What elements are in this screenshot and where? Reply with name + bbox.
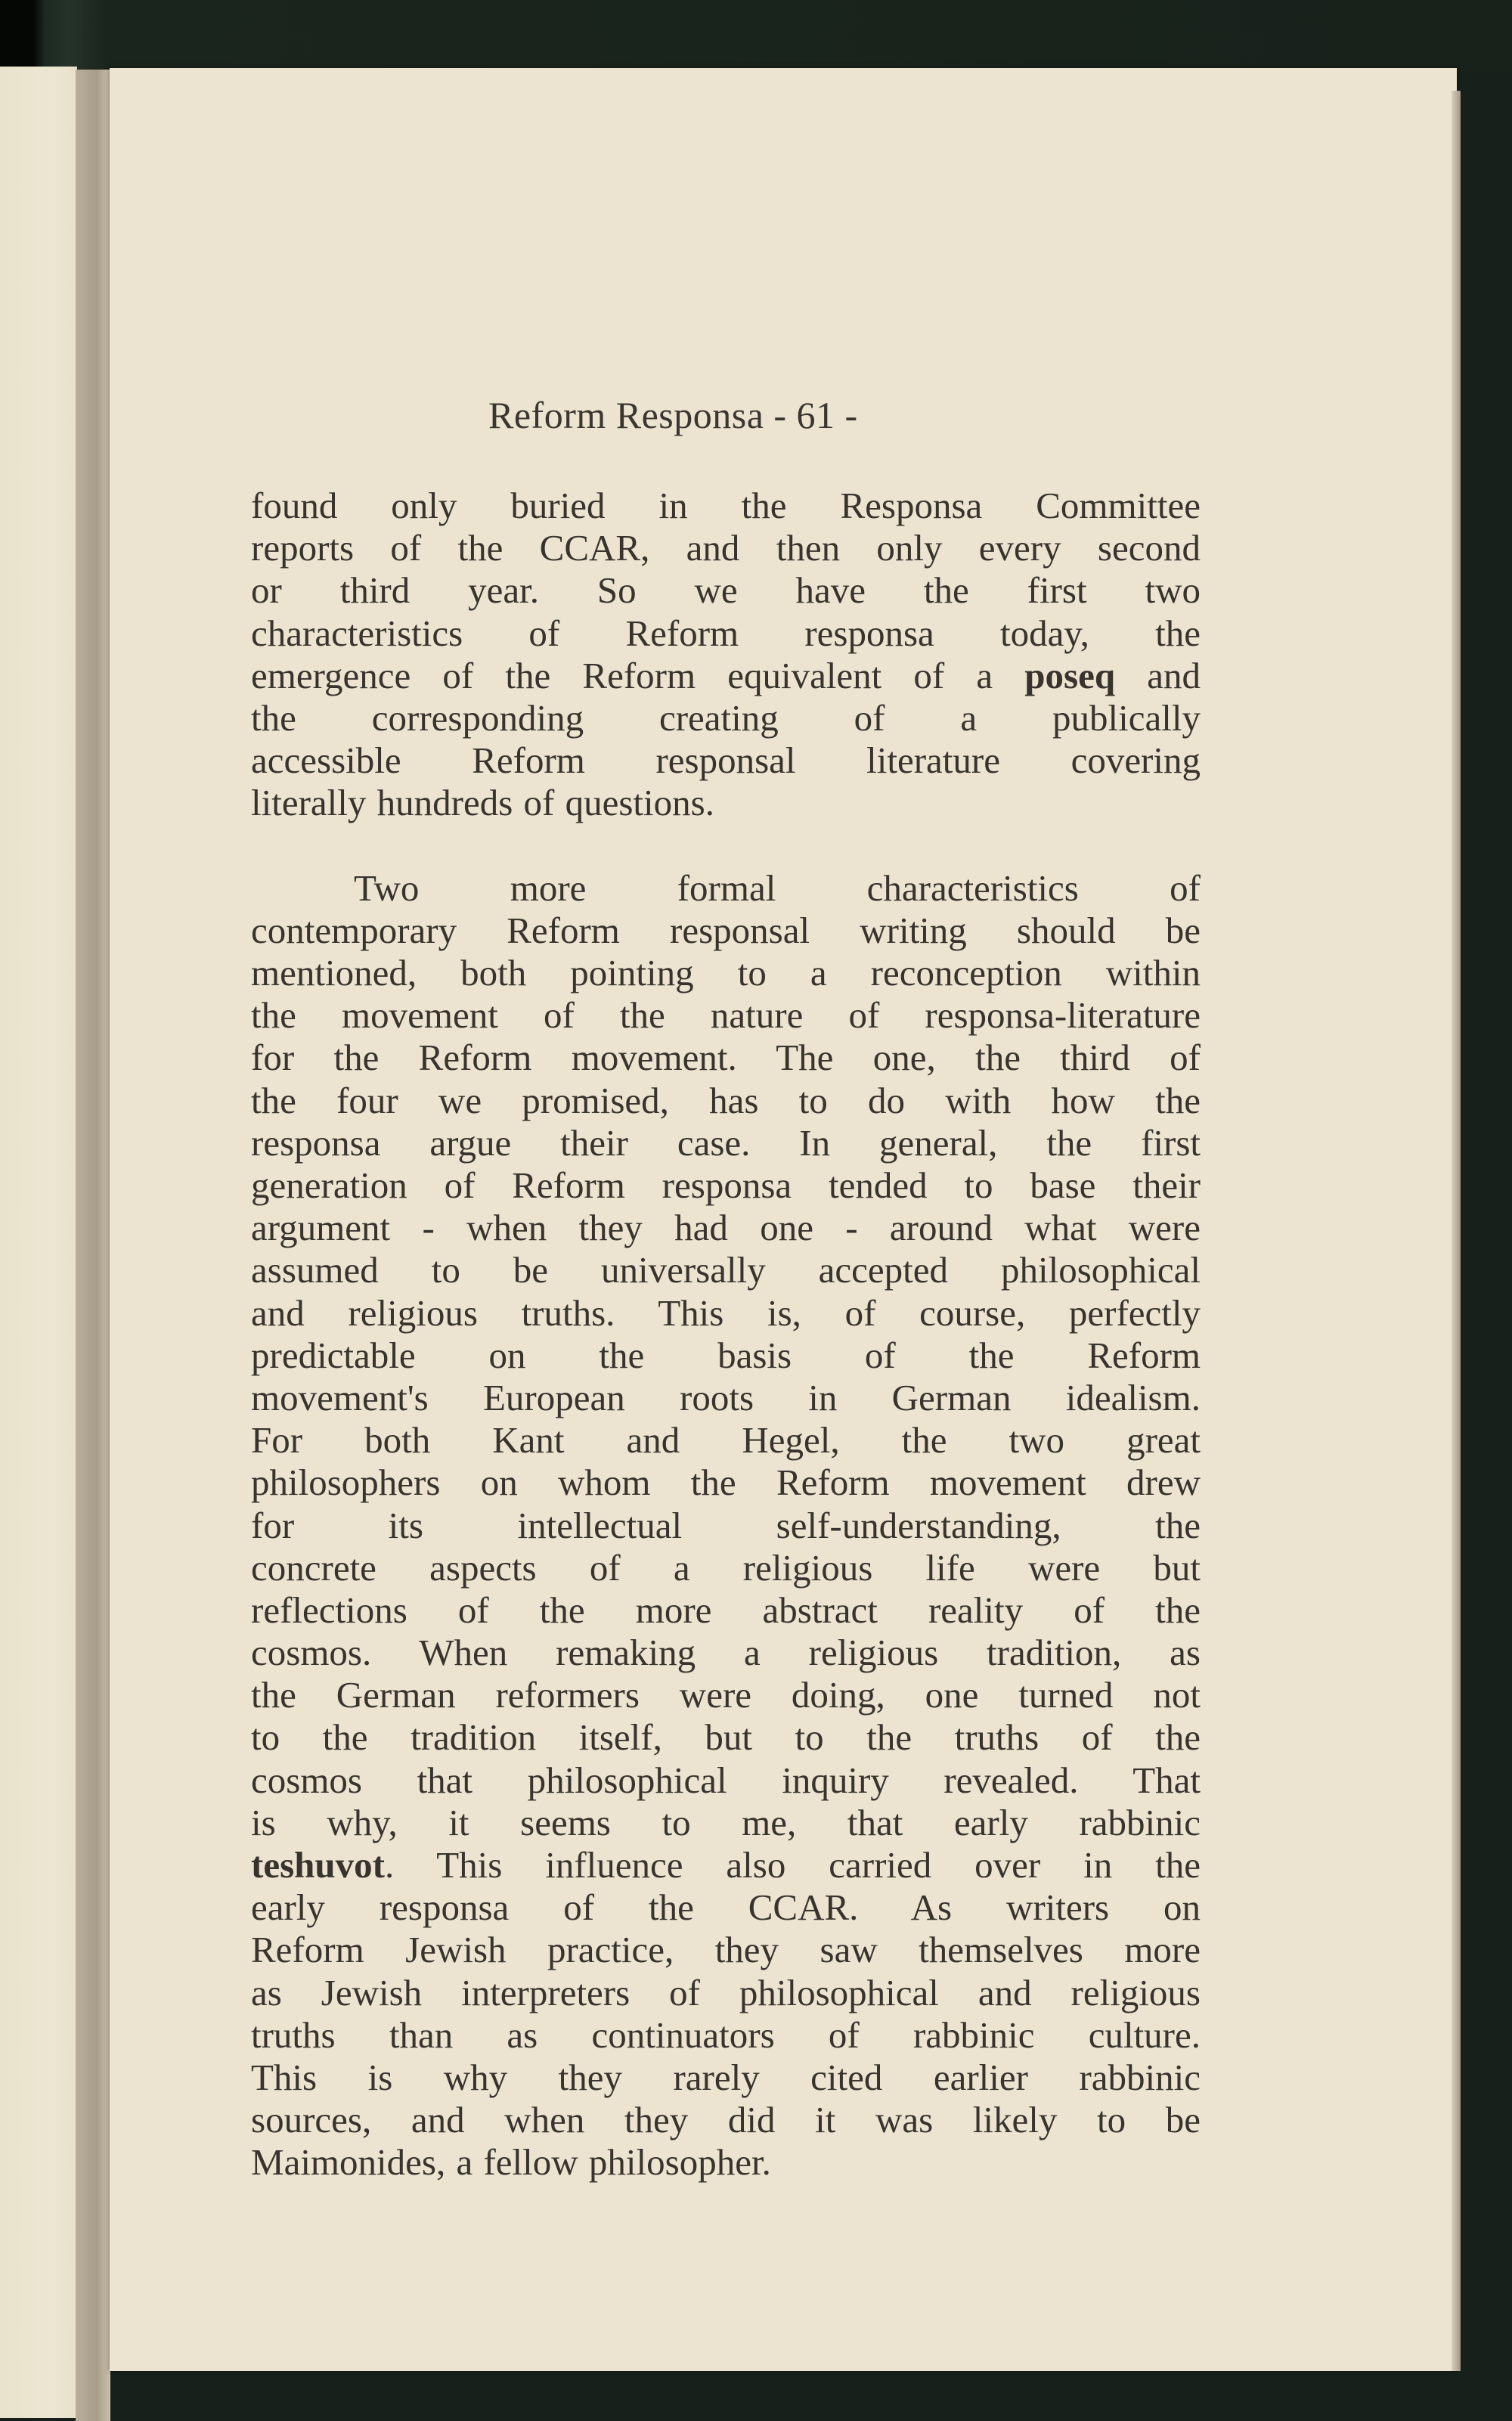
text-line: found only buried in the Responsa Committee <box>251 485 1201 526</box>
text-line: Reform Jewish practice, they saw themselves more <box>251 1929 1201 1971</box>
text-line: accessible Reform responsal literature covering <box>251 739 1201 782</box>
text-line: mentioned, both pointing to a reconception within <box>251 952 1201 994</box>
text-line: to the tradition itself, but to the truths of the <box>251 1716 1201 1759</box>
text-line: for the Reform movement. The one, the third of <box>251 1037 1201 1079</box>
text-line: Maimonides, a fellow philosopher. <box>251 2141 771 2184</box>
text-line: generation of Reform responsa tended to base their <box>251 1164 1201 1206</box>
text-line: as Jewish interpreters of philosophical and religious <box>251 1971 1201 2013</box>
previous-page-edge <box>0 67 77 2418</box>
text-line: concrete aspects of a religious life were but <box>251 1546 1201 1589</box>
text-line: early responsa of the CCAR. As writers on <box>251 1886 1201 1929</box>
text-line: argument - when they had one - around what were <box>251 1207 1201 1249</box>
text-line: For both Kant and Hegel, the two great <box>251 1419 1201 1462</box>
text-line: This is why they rarely cited earlier rabbinic <box>251 2056 1201 2098</box>
page-stack-edge <box>1452 91 1461 2371</box>
text-line: the four we promised, has to do with how the <box>251 1079 1201 1121</box>
text-line: is why, it seems to me, that early rabbinic <box>251 1801 1201 1843</box>
book-cover-background <box>0 0 1512 72</box>
text-line: movement's European roots in German idealism. <box>251 1376 1201 1418</box>
text-line: philosophers on whom the Reform movement drew <box>251 1462 1201 1504</box>
text-line: and religious truths. This is, of course, perfectly <box>251 1291 1201 1334</box>
body-text <box>251 485 1201 2184</box>
text-line: or third year. So we have the first two <box>251 569 1201 612</box>
text-line: contemporary Reform responsal writing should be <box>251 909 1201 951</box>
text-line: reports of the CCAR, and then only every second <box>251 527 1201 569</box>
text-line: teshuvot. This influence also carried over in the <box>251 1844 1201 1886</box>
paragraph <box>251 867 1201 2184</box>
text-line: emergence of the Reform equivalent of a poseq and <box>251 654 1201 696</box>
running-header: Reform Responsa - 61 - <box>488 394 858 436</box>
text-line: characteristics of Reform responsa today, the <box>251 612 1201 654</box>
book-gutter-shadow <box>76 70 110 2421</box>
text-line: for its intellectual self-understanding, the <box>251 1504 1201 1546</box>
text-line: cosmos that philosophical inquiry revealed. That <box>251 1759 1201 1801</box>
emphasized-term: teshuvot <box>251 1844 385 1886</box>
text-line: reflections of the more abstract reality of the <box>251 1589 1201 1631</box>
text-line: the corresponding creating of a publically <box>251 696 1201 739</box>
paragraph <box>251 485 1201 825</box>
paragraph-gap <box>251 825 1201 867</box>
text-line: sources, and when they did it was likely to be <box>251 2099 1201 2141</box>
text-line: literally hundreds of questions. <box>251 782 714 824</box>
text-line: truths than as continuators of rabbinic culture. <box>251 2013 1201 2056</box>
text-line: cosmos. When remaking a religious tradition, as <box>251 1632 1201 1674</box>
emphasized-term: poseq <box>1024 654 1116 696</box>
text-line: responsa argue their case. In general, the first <box>251 1121 1201 1164</box>
text-line: the German reformers were doing, one turned not <box>251 1674 1201 1716</box>
text-line: the movement of the nature of responsa-literature <box>251 994 1201 1037</box>
text-line: Two more formal characteristics of <box>354 866 1201 909</box>
text-line: predictable on the basis of the Reform <box>251 1334 1201 1376</box>
text-line: assumed to be universally accepted philosophical <box>251 1249 1201 1291</box>
